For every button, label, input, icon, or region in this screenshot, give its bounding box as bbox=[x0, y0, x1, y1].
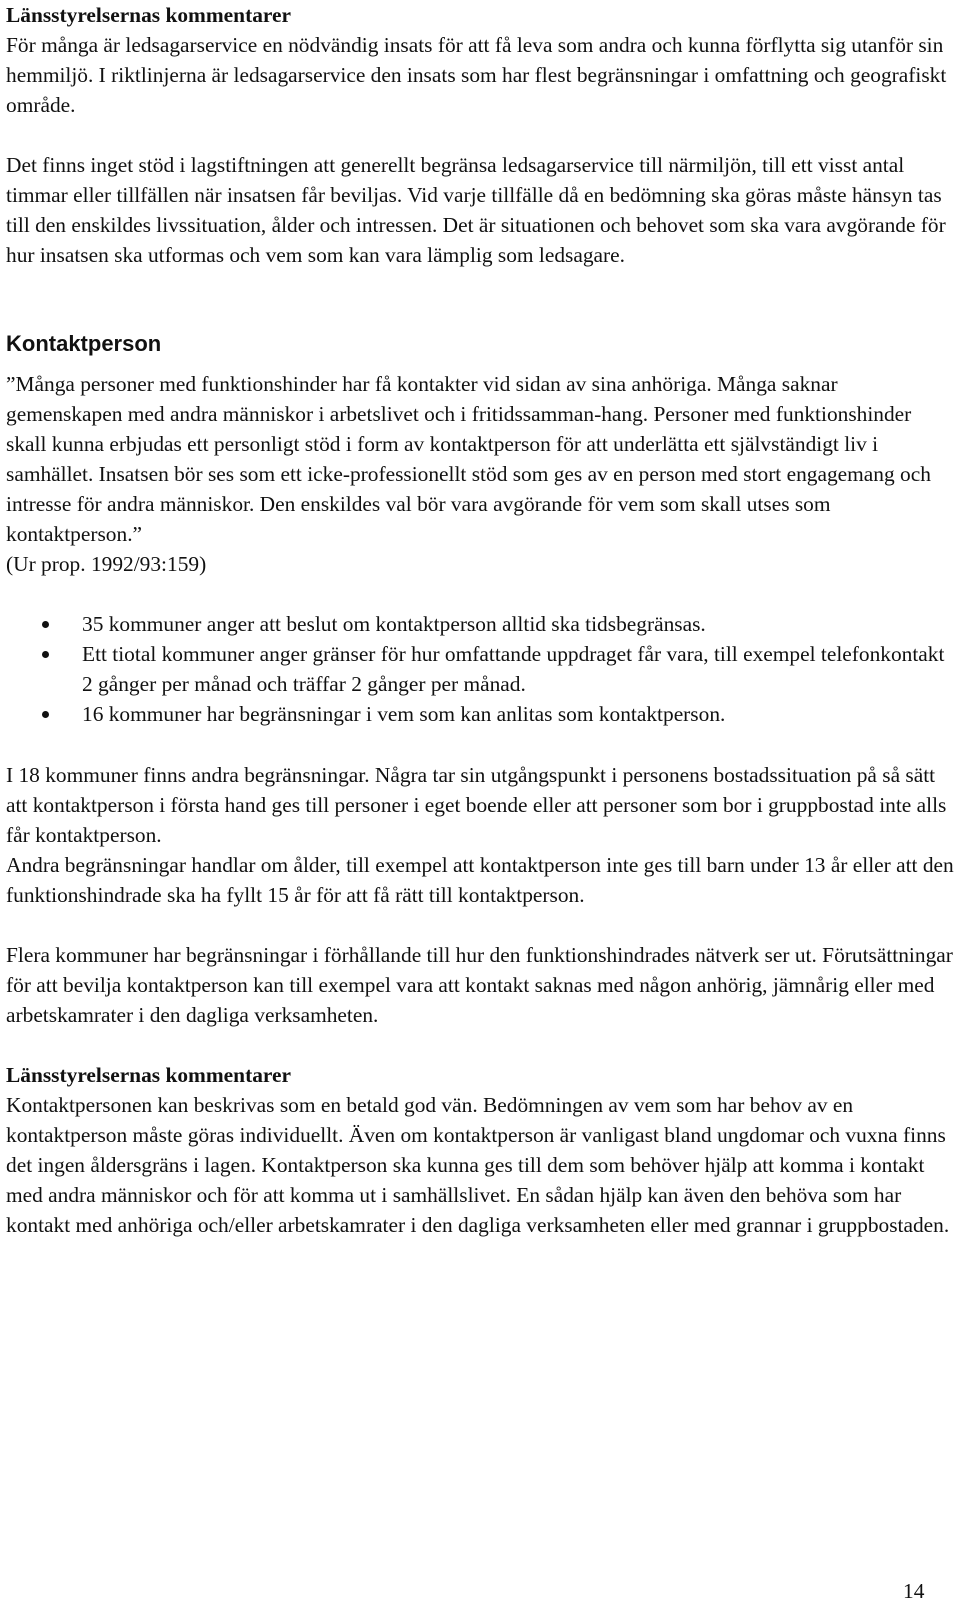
page-number: 14 bbox=[903, 1579, 925, 1603]
list-item bbox=[6, 699, 956, 729]
list-item-text: 16 kommuner har begränsningar i vem som kan anlitas som kontaktperson. bbox=[82, 702, 726, 726]
body-paragraph: Det finns inget stöd i lagstiftningen att generellt begränsa ledsagarservice till närmiljön, till ett visst antal timmar eller tillfällen när insatsen får beviljas. Vid varje tillfälle då en bedömning ska göras måste hänsyn tas till den enskildes livssituation, ålder och intressen. Det är situationen och behovet som ska vara avgörande för hur insatsen ska utformas och vem som kan vara lämplig som ledsagare. bbox=[6, 153, 946, 267]
body-paragraph: Kontaktpersonen kan beskrivas som en betald god vän. Bedömningen av vem som har behov av en kontaktperson måste göras individuellt. Även om kontaktperson är vanligast bland ungdomar och vuxna finns det ingen åldersgräns i lagen. Kontaktperson ska kunna ges till dem som behöver hjälp att komma i kontakt med andra människor och för att komma ut i samhällslivet. En sådan hjälp kan även den behöva som har kontakt med anhöriga och/eller arbetskamrater i den dagliga verksamheten eller med grannar i gruppbostaden. bbox=[6, 1093, 950, 1237]
section-heading-lansstyrelsernas-kommentarer: Länsstyrelsernas kommentarer bbox=[6, 3, 291, 27]
quote-paragraph: ”Många personer med funktionshinder har få kontakter vid sidan av sina anhöriga. Många saknar gemenskapen med andra människor i arbetslivet och i fritidssamman-hang. Personer med funktionshinder skall kunna erbjudas ett personligt stöd i form av kontaktperson för att underlätta ett självständigt liv i samhället. Insatsen bör ses som ett icke-professionellt stöd som ges av en person med stort engagemang och intresse för andra människor. Den enskildes val bör vara avgörande för vem som skall utses som kontaktperson.” bbox=[6, 372, 931, 546]
bullet-icon bbox=[42, 651, 49, 658]
body-paragraph: För många är ledsagarservice en nödvändig insats för att få leva som andra och kunna förflytta sig utanför sin hemmiljö. I riktlinjerna är ledsagarservice den insats som har flest begränsningar i omfattning och geografiskt område. bbox=[6, 33, 947, 117]
body-paragraph: Andra begränsningar handlar om ålder, till exempel att kontaktperson inte ges till barn under 13 år eller att den funktionshindrade ska ha fyllt 15 år för att få rätt till kontaktperson. bbox=[6, 853, 954, 907]
bullet-icon bbox=[42, 621, 49, 628]
list-item-text: 35 kommuner anger att beslut om kontaktperson alltid ska tidsbegränsas. bbox=[82, 612, 706, 636]
list-item bbox=[6, 639, 956, 699]
quote-citation: (Ur prop. 1992/93:159) bbox=[6, 552, 207, 576]
section-heading-kontaktperson: Kontaktperson bbox=[6, 331, 162, 356]
document-page bbox=[6, 0, 956, 1240]
list-item bbox=[6, 609, 956, 639]
body-paragraph: Flera kommuner har begränsningar i förhållande till hur den funktionshindrades nätverk ser ut. Förutsättningar för att bevilja kontaktperson kan till exempel vara att kontakt saknas med någon anhörig, jämnårig eller med arbetskamrater i den dagliga verksamheten. bbox=[6, 943, 953, 1027]
list-item-text: Ett tiotal kommuner anger gränser för hur omfattande uppdraget får vara, till exempel telefonkontakt 2 gånger per månad och träffar 2 gånger per månad. bbox=[82, 642, 945, 696]
body-paragraph: I 18 kommuner finns andra begränsningar. Några tar sin utgångspunkt i personens bostadssituation på så sätt att kontaktperson i första hand ges till personer i eget boende eller att personer som bor i gruppbostad inte alls får kontaktperson. bbox=[6, 763, 947, 847]
bullet-list bbox=[6, 609, 956, 729]
bullet-icon bbox=[42, 711, 49, 718]
section-heading-lansstyrelsernas-kommentarer: Länsstyrelsernas kommentarer bbox=[6, 1063, 291, 1087]
